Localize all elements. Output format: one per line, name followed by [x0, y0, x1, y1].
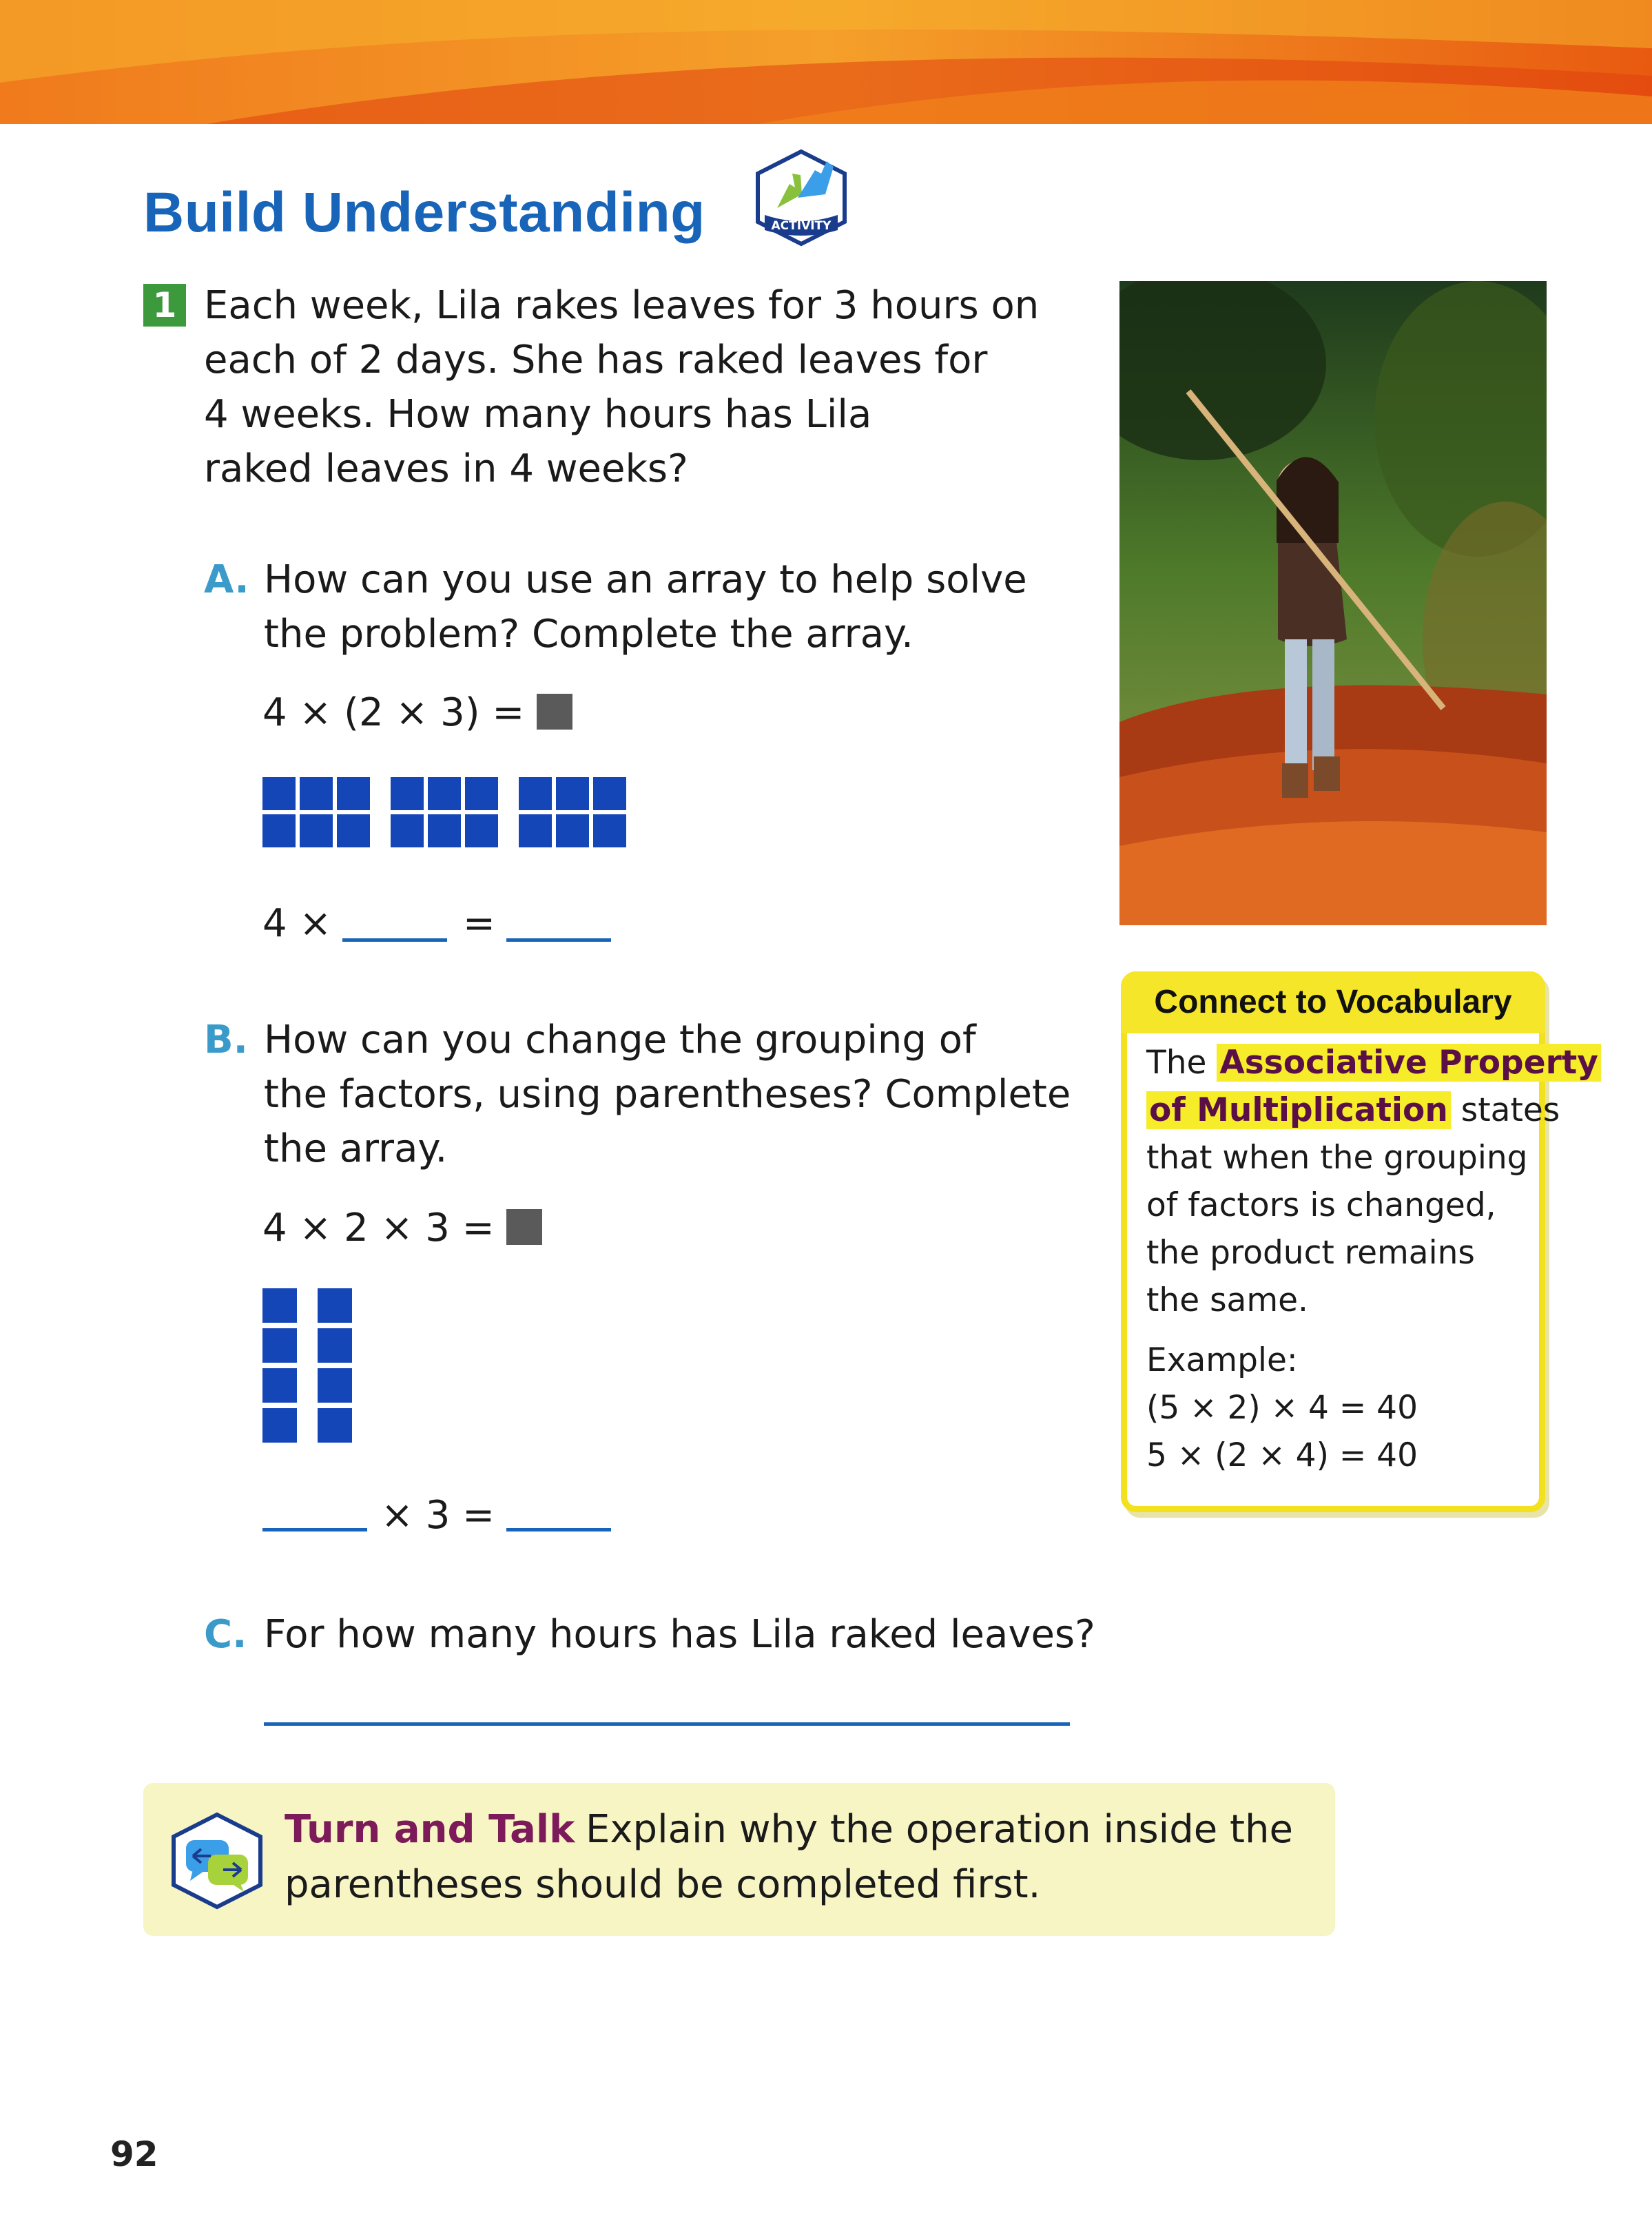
array-square [337, 777, 370, 810]
answer-blank[interactable] [342, 938, 447, 942]
array-square [318, 1288, 352, 1323]
part-b-letter: B. [204, 1018, 248, 1062]
question-line: How can you use an array to help solve [264, 557, 1027, 602]
part-c-letter: C. [204, 1612, 247, 1657]
vocabulary-example [1146, 1337, 1418, 1479]
example-equation: (5 × 2) × 4 = 40 [1146, 1389, 1418, 1427]
part-a-array [262, 777, 648, 853]
array-square [262, 814, 296, 847]
vocabulary-title: Connect to Vocabulary [1121, 971, 1545, 1033]
vocabulary-term: of Multiplication [1146, 1091, 1451, 1129]
girl-raking-leaves-photo [1119, 281, 1547, 925]
speech-bubbles-icon [165, 1809, 269, 1912]
definition-line: of factors is changed, [1146, 1186, 1496, 1224]
vocabulary-definition [1146, 1134, 1528, 1324]
top-banner [0, 0, 1652, 124]
part-a-letter: A. [204, 557, 249, 602]
array-square [262, 777, 296, 810]
array-square [593, 814, 626, 847]
svg-text:ACTIVITY: ACTIVITY [771, 219, 832, 233]
equals-sign: = [463, 901, 495, 946]
array-square [300, 777, 333, 810]
turn-and-talk-prompt: Explain why the operation inside the [586, 1807, 1293, 1852]
part-b-question [264, 1013, 1071, 1176]
unknown-box [537, 694, 572, 730]
array-square [300, 814, 333, 847]
activity-hands-icon [750, 146, 853, 249]
page-number: 92 [110, 2134, 158, 2174]
part-a-equation2-left: 4 × [262, 901, 332, 946]
problem-line: raked leaves in 4 weeks? [204, 446, 688, 491]
definition-line: the product remains [1146, 1234, 1475, 1272]
definition-line: that when the grouping [1146, 1139, 1528, 1177]
vocabulary-text: The [1146, 1044, 1207, 1082]
array-square [262, 1408, 297, 1443]
problem-line: each of 2 days. She has raked leaves for [204, 338, 988, 382]
part-b-equation2-mid: × 3 = [381, 1493, 495, 1538]
question-line: the factors, using parentheses? Complete [264, 1072, 1071, 1117]
problem-line: Each week, Lila rakes leaves for 3 hours on [204, 283, 1040, 328]
vocabulary-text: states [1460, 1091, 1560, 1129]
problem-line: 4 weeks. How many hours has Lila [204, 392, 872, 437]
array-square [318, 1368, 352, 1403]
array-square [556, 814, 589, 847]
part-a-equation [262, 689, 572, 737]
array-square [262, 1328, 297, 1363]
part-a-question [264, 553, 1027, 661]
array-square [428, 814, 461, 847]
example-equation: 5 × (2 × 4) = 40 [1146, 1436, 1418, 1474]
example-label: Example: [1146, 1341, 1298, 1379]
array-square [519, 777, 552, 810]
array-square [262, 1288, 297, 1323]
part-b-array [262, 1288, 428, 1447]
vocabulary-term: Associative Property [1217, 1044, 1600, 1082]
array-square [391, 777, 424, 810]
vocabulary-line [1146, 1086, 1560, 1134]
vocabulary-line [1146, 1039, 1601, 1086]
array-square [391, 814, 424, 847]
array-square [337, 814, 370, 847]
section-title: Build Understanding [143, 181, 705, 244]
problem-text [204, 278, 1039, 496]
answer-blank[interactable] [506, 938, 611, 942]
array-square [519, 814, 552, 847]
question-line: the array. [264, 1126, 448, 1171]
array-square [465, 777, 498, 810]
answer-line[interactable] [264, 1722, 1070, 1726]
problem-number: 1 [143, 284, 186, 327]
array-square [593, 777, 626, 810]
array-square [428, 777, 461, 810]
question-line: How can you change the grouping of [264, 1018, 976, 1062]
array-square [318, 1408, 352, 1443]
equation-text: 4 × 2 × 3 = [262, 1206, 495, 1250]
array-square [465, 814, 498, 847]
definition-line: the same. [1146, 1281, 1308, 1319]
answer-blank[interactable] [262, 1528, 367, 1531]
turn-and-talk-label: Turn and Talk [285, 1807, 575, 1852]
part-b-equation [262, 1204, 542, 1252]
unknown-box [506, 1209, 542, 1245]
array-square [262, 1368, 297, 1403]
equation-text: 4 × (2 × 3) = [262, 690, 525, 735]
turn-and-talk-prompt: parentheses should be completed first. [285, 1862, 1041, 1907]
part-c-question: For how many hours has Lila raked leaves? [264, 1612, 1095, 1657]
question-line: the problem? Complete the array. [264, 612, 913, 657]
array-square [318, 1328, 352, 1363]
answer-blank[interactable] [506, 1528, 611, 1531]
array-square [556, 777, 589, 810]
